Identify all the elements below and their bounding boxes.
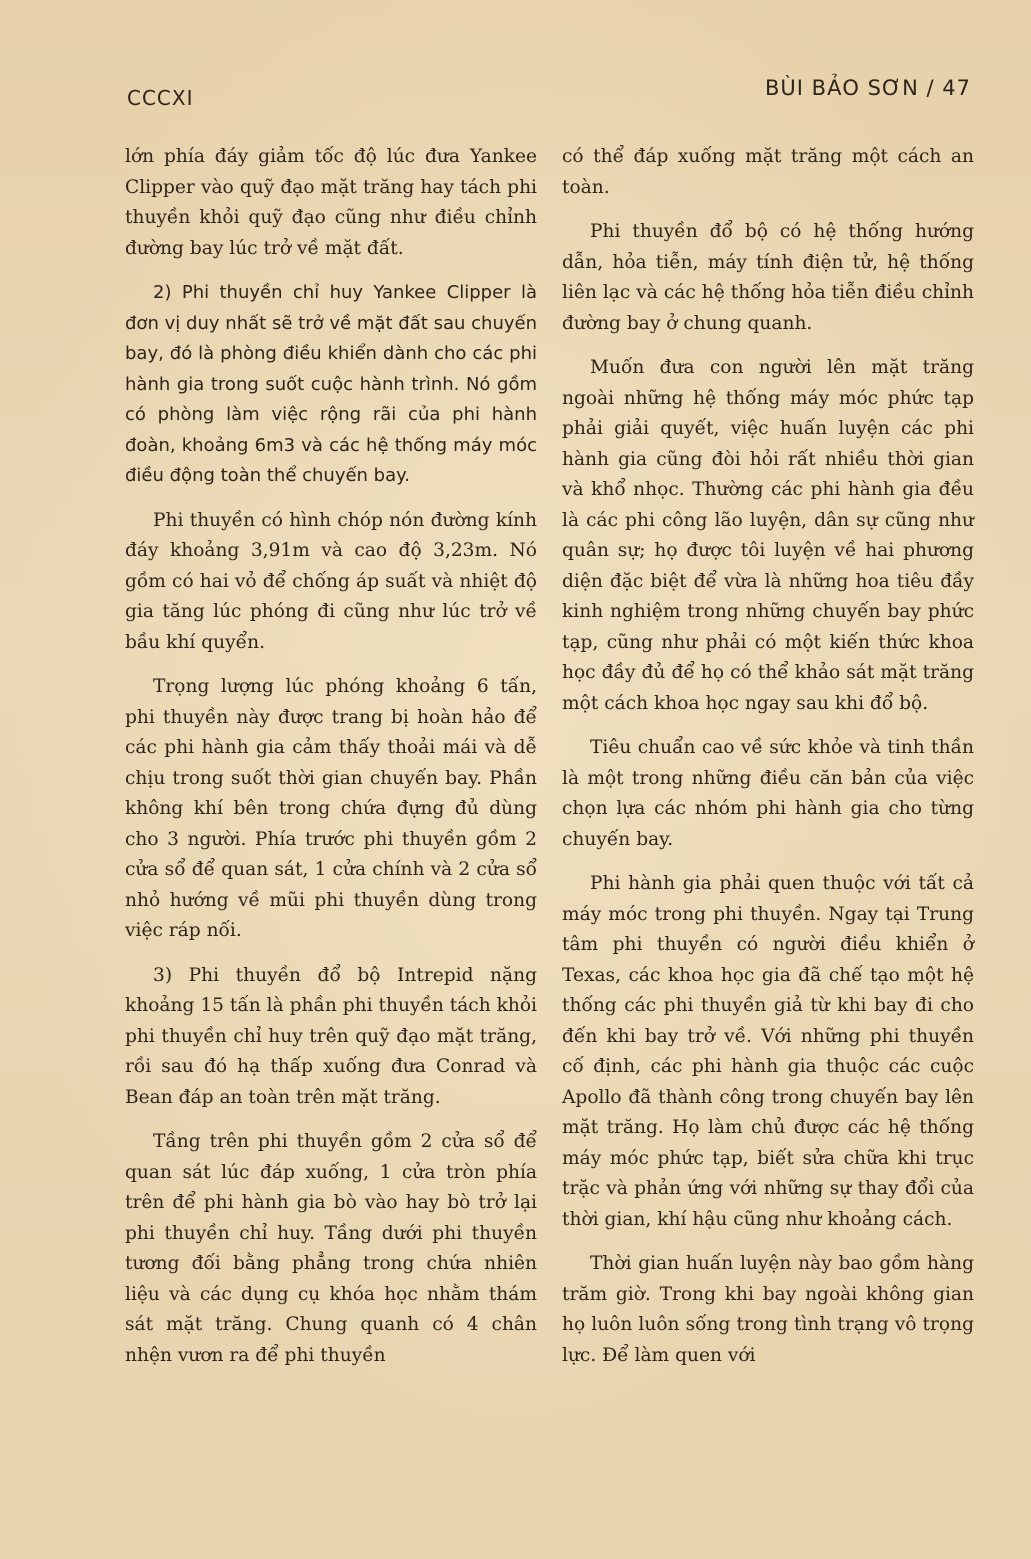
paragraph: Trọng lượng lúc phóng khoảng 6 tấn, phi thuyền này được trang bị hoàn hảo để các phi hành gia cảm thấy thoải mái và dễ chịu trong suốt thời gian chuyến bay. Phần không khí bên trong chứa đựng đủ dùng cho 3 người. Phía trước phi thuyền gồm 2 cửa sổ để quan sát, 1 cửa chính và 2 cửa sổ nhỏ hướng về mũi phi thuyền dùng trong việc ráp nối. [125,676,537,941]
paragraph: Tầng trên phi thuyền gồm 2 cửa sổ để quan sát lúc đáp xuống, 1 cửa tròn phía trên để phi hành gia bò vào hay bò trở lại phi thuyền chỉ huy. Tầng dưới phi thuyền tương đối bằng phẳng trong chứa nhiên liệu và các dụng cụ khóa học nhằm thám sát mặt trăng. Chung quanh có 4 chân nhện vươn ra để phi thuyền [125,1131,537,1366]
paragraph: Phi thuyền có hình chóp nón đường kính đáy khoảng 3,91m và cao độ 3,23m. Nó gồm có hai vỏ để chống áp suất và nhiệt độ gia tăng lúc phóng đi cũng như lúc trở về bầu khí quyển. [125,509,537,653]
paragraph: 3) Phi thuyền đổ bộ Intrepid nặng khoảng 15 tấn là phần phi thuyền tách khỏi phi thuyền chỉ huy trên quỹ đạo mặt trăng, rồi sau đó hạ thấp xuống đưa Conrad và Bean đáp an toàn trên mặt trăng. [125,964,537,1108]
paragraph: có thể đáp xuống mặt trăng một cách an toàn. [562,146,974,198]
paragraph: Tiêu chuẩn cao về sức khỏe và tinh thần là một trong những điều căn bản của việc chọn lựa các nhóm phi hành gia cho từng chuyến bay. [562,737,974,850]
page-section-number: CCCXI [127,86,194,110]
left-column [125,142,537,1385]
paragraph: Phi thuyền đổ bộ có hệ thống hướng dẫn, hỏa tiễn, máy tính điện tử, hệ thống liên lạc và các hệ thống hỏa tiễn điều chỉnh đường bay ở chung quanh. [562,221,974,334]
paragraph: Muốn đưa con người lên mặt trăng ngoài những hệ thống máy móc phức tạp phải giải quyết, việc huấn luyện các phi hành gia cũng đòi hỏi rất nhiều thời gian và khổ nhọc. Thường các phi hành gia đều là các phi công lão luyện, dân sự cũng như quân sự; họ được tôi luyện về hai phương diện đặc biệt để vừa là những hoa tiêu đầy kinh nghiệm trong những chuyến bay phức tạp, cũng như phải có một kiến thức khoa học đầy đủ để họ có thể khảo sát mặt trăng một cách khoa học ngay sau khi đổ bộ. [562,357,974,714]
paragraph: lớn phía đáy giảm tốc độ lúc đưa Yankee Clipper vào quỹ đạo mặt trăng hay tách phi thuyền khỏi quỹ đạo cũng như điều chỉnh đường bay lúc trở về mặt đất. [125,146,537,259]
paragraph: Thời gian huấn luyện này bao gồm hàng trăm giờ. Trong khi bay ngoài không gian họ luôn luôn sống trong tình trạng vô trọng lực. Để làm quen với [562,1253,974,1366]
author-and-page-number: BÙI BẢO SƠN / 47 [765,76,971,100]
paragraph: Phi hành gia phải quen thuộc với tất cả máy móc trong phi thuyền. Ngay tại Trung tâm phi thuyền có người điều khiển ở Texas, các khoa học gia đã chế tạo một hệ thống các phi thuyền giả từ khi bay đi cho đến khi bay trở về. Với những phi thuyền cố định, các phi hành gia thuộc các cuộc Apollo đã thành công trong chuyến bay lên mặt trăng. Họ làm chủ được các hệ thống máy móc phức tạp, biết sửa chữa khi trục trặc và phản ứng với những sự thay đổi của thời gian, khí hậu cũng như khoảng cách. [562,873,974,1230]
right-column [562,142,974,1385]
paragraph: 2) Phi thuyền chỉ huy Yankee Clipper là đơn vị duy nhất sẽ trở về mặt đất sau chuyến bay, đó là phòng điều khiển dành cho các phi hành gia trong suốt cuộc hành trình. Nó gồm có phòng làm việc rộng rãi của phi hành đoàn, khoảng 6m3 và các hệ thống máy móc điều động toàn thể chuyến bay. [125,282,537,486]
